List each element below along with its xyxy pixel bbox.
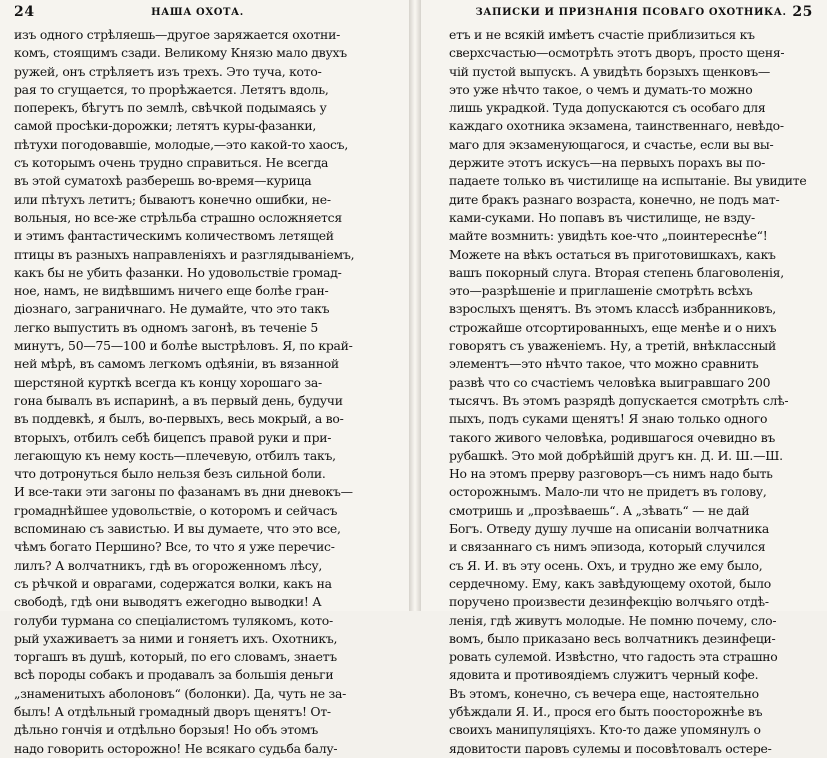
text-line: ками-суками. Но попавъ въ чистилище, не взду- — [449, 209, 755, 225]
text-line: сердечному. Ему, какъ завѣдующему охотой, было — [449, 575, 771, 591]
text-line: дѣльно гончія и отдѣльно борзыя! Но объ этомъ — [14, 722, 319, 738]
text-line: дите бракъ разнаго возраста, конечно, не подъ мат- — [449, 191, 780, 207]
text-line: держите этотъ искусъ—на первыхъ порахъ вы по- — [449, 155, 766, 171]
text-line: ное, намъ, не видѣвшимъ ничего еще болѣе гран- — [14, 283, 329, 299]
right-page-header — [449, 4, 813, 24]
left-page-text — [14, 26, 381, 758]
text-line: взрослыхъ щенятъ. Въ этомъ классѣ избранниковъ, — [449, 301, 776, 317]
left-page-number: 24 — [14, 4, 35, 20]
text-line: комъ, стоящимъ сзади. Великому Князю мало двухъ — [14, 45, 347, 61]
left-running-head: НАША ОХОТА. — [151, 7, 244, 18]
right-page-text — [449, 26, 813, 758]
left-page — [0, 0, 409, 756]
text-line: вторыхъ, отбилъ себѣ бицепсъ правой руки и при- — [14, 429, 332, 445]
text-line: тысячъ. Въ этомъ разрядѣ допускается смотрѣть слѣ- — [449, 392, 789, 408]
text-line: етъ и не всякій имѣетъ счастіе приблизиться къ — [449, 27, 755, 42]
text-line: что дотронуться было нельзя безъ сильной боли. — [14, 466, 326, 482]
text-line: чій пустой выпускъ. А увидѣть борзыхъ щенковъ— — [449, 63, 771, 79]
text-line: осторожнымъ. Мало-ли что не придетъ въ голову, — [449, 484, 767, 500]
text-line: это уже нѣчто такое, о чемъ и думать-то можно — [449, 81, 753, 97]
text-line: легающую къ нему кость—плечевую, отбилъ такъ, — [14, 447, 336, 463]
text-line: майте возмнить: увидѣть кое-что „поинтереснѣе“! — [449, 228, 768, 244]
text-line: поручено произвести дезинфекцію волчьяго отдѣ- — [449, 594, 769, 610]
text-line: вспоминаю съ завистью. И вы думаете, что это все, — [14, 521, 341, 537]
left-page-header — [14, 4, 381, 24]
text-line: голуби турмана со спеціалистомъ тулякомъ, кото- — [14, 612, 333, 628]
text-line: самой просѣки-дорожки; летятъ куры-фазанки, — [14, 118, 317, 134]
text-line: и связаннаго съ нимъ эпизода, который случился — [449, 539, 766, 555]
text-line: это—разрѣшеніе и приглашеніе смотрѣть всѣхъ — [449, 283, 753, 299]
text-line: всѣ породы собакъ и продавалъ за большія деньги — [14, 667, 334, 683]
text-line: чѣмъ богато Першино? Все, то что я уже перечис- — [14, 539, 335, 555]
text-line: птицы въ разныхъ направленіяхъ и разглядываніемъ, — [14, 246, 355, 262]
text-line: такого живого человѣка, родившагося очевидно въ — [449, 429, 776, 445]
text-line: и этимъ фантастическимъ количествомъ летящей — [14, 228, 334, 244]
text-line: рый ухаживаетъ за ними и гоняетъ ихъ. Охотникъ, — [14, 630, 338, 646]
text-line: убѣждали Я. И., прося его быть поосторожнѣе въ — [449, 703, 763, 719]
text-line: съ Я. И. въ эту осень. Охъ, и трудно же ему было, — [449, 557, 763, 573]
right-page-number: 25 — [792, 4, 813, 20]
text-line: громаднѣйшее удовольствіе, о которомъ и сейчасъ — [14, 502, 338, 518]
text-line: ленія, гдѣ живутъ молодые. Не помню почему, сло- — [449, 612, 777, 628]
text-line: Въ этомъ, конечно, съ вечера еще, настоятельно — [449, 685, 759, 701]
right-page — [421, 0, 827, 756]
text-line: или пѣтухъ летитъ; бываютъ конечно ошибки, не- — [14, 191, 331, 207]
text-line: И все-таки эти загоны по фазанамъ въ дни дневокъ— — [14, 484, 353, 500]
text-line: какъ бы не убить фазанки. Но удовольствіе громад- — [14, 264, 342, 280]
text-line: надо говорить осторожно! Не всякаго судьба балу- — [14, 740, 338, 756]
text-line: элементъ—это нѣчто такое, что можно сравнить — [449, 356, 759, 372]
right-running-head: ЗАПИСКИ И ПРИЗНАНІЯ ПСОВАГО ОХОТНИКА. — [475, 7, 787, 18]
text-line: ровать сулемой. Извѣстно, что гадость эта страшно — [449, 649, 778, 665]
text-line: говорятъ съ уваженіемъ. Ну, а третій, внѣклассный — [449, 338, 776, 354]
text-line: съ рѣчкой и оврагами, содержатся волки, какъ на — [14, 575, 332, 591]
text-line: гона бывалъ въ испаринѣ, а въ первый день, будучи — [14, 392, 343, 408]
text-line: Можете на вѣкъ остаться въ приготовишкахъ, какъ — [449, 246, 776, 262]
text-line: смотришь и „прозѣваешь“. А „зѣвать“ — не дай — [449, 502, 750, 518]
text-line: строжайше отсортированныхъ, еще менѣе и о нихъ — [449, 319, 777, 335]
text-line: свободѣ, гдѣ они выводятъ ежегодно выводки! А — [14, 594, 322, 610]
text-line: рубашкѣ. Это мой добрѣйшій другъ кн. Д. И. Ш.—Ш. — [449, 447, 783, 463]
text-line: падаете только въ чистилище на испытаніе. Вы увидите — [449, 173, 807, 189]
text-line: лишь украдкой. Туда допускаются съ особаго для — [449, 100, 766, 116]
text-line: Богъ. Отведу душу лучше на описаніи волчатника — [449, 521, 770, 537]
text-line: сверхсчастью—осмотрѣть этотъ дворъ, просто щеня- — [449, 45, 785, 61]
text-line: минутъ, 50—75—100 и болѣе выстрѣловъ. Я, по край- — [14, 338, 353, 354]
text-line: легко выпустить въ одномъ загонѣ, въ теченіе 5 — [14, 319, 318, 335]
text-line: маго для экзаменующагося, и счастье, если вы вы- — [449, 136, 774, 152]
text-line: вольныя, но все-же стрѣльба страшно осложняется — [14, 209, 342, 225]
text-line: ядовитости паровъ сулемы и посовѣтовалъ остере- — [449, 740, 772, 756]
text-line: былъ! А отдѣльный громадный дворъ щенятъ! От- — [14, 703, 331, 719]
text-line: въ этой суматохѣ разберешь во-время—курица — [14, 173, 312, 189]
text-line: въ поддевкѣ, я былъ, во-первыхъ, весь мокрый, а во- — [14, 411, 344, 427]
text-line: поперекъ, бѣгутъ по землѣ, свѣчкой подымаясь у — [14, 100, 327, 116]
text-line: торгашъ въ душѣ, который, по его словамъ, знаетъ — [14, 649, 337, 665]
text-line: съ которымъ очень трудно справиться. Не всегда — [14, 155, 329, 171]
text-line: своихъ манипуляціяхъ. Кто-то даже упомянулъ о — [449, 722, 761, 738]
text-line: рая то сгущается, то прорѣжается. Летятъ вдоль, — [14, 81, 329, 97]
text-line: Но на этомъ прерву разговоръ—съ нимъ надо быть — [449, 466, 773, 482]
book-gutter — [409, 0, 421, 611]
text-line: діознаго, заграничнаго. Не думайте, что это такъ — [14, 301, 330, 317]
text-line: пѣтухи погодовавшіе, молодые,—это какой-то хаосъ, — [14, 136, 349, 152]
text-line: ружей, онъ стрѣляетъ изъ трехъ. Это туча, кото- — [14, 63, 322, 79]
text-line: „знаменитыхъ аболоновъ“ (болонки). Да, чуть не за- — [14, 685, 347, 701]
text-line: ядовита и противоядіемъ служитъ черный кофе. — [449, 667, 759, 683]
text-line: изъ одного стрѣляешь—другое заряжается охотни- — [14, 27, 341, 42]
text-line: каждаго охотника экзамена, таинственнаго, невѣдо- — [449, 118, 784, 134]
text-line: лилъ? А волчатникъ, гдѣ въ огороженномъ лѣсу, — [14, 557, 323, 573]
text-line: вомъ, было приказано весь волчатникъ дезинфеци- — [449, 630, 776, 646]
text-line: пыхъ, подъ суками щенятъ! Я знаю только одного — [449, 411, 768, 427]
text-line: шерстяной курткѣ всегда къ концу хорошаго за- — [14, 374, 322, 390]
text-line: развѣ что со счастіемъ человѣка выигравшаго 200 — [449, 374, 771, 390]
text-line: вашъ покорный слуга. Вторая степень благоволенія, — [449, 264, 784, 280]
text-line: ней мѣрѣ, въ самомъ легкомъ одѣяніи, въ вязанной — [14, 356, 339, 372]
